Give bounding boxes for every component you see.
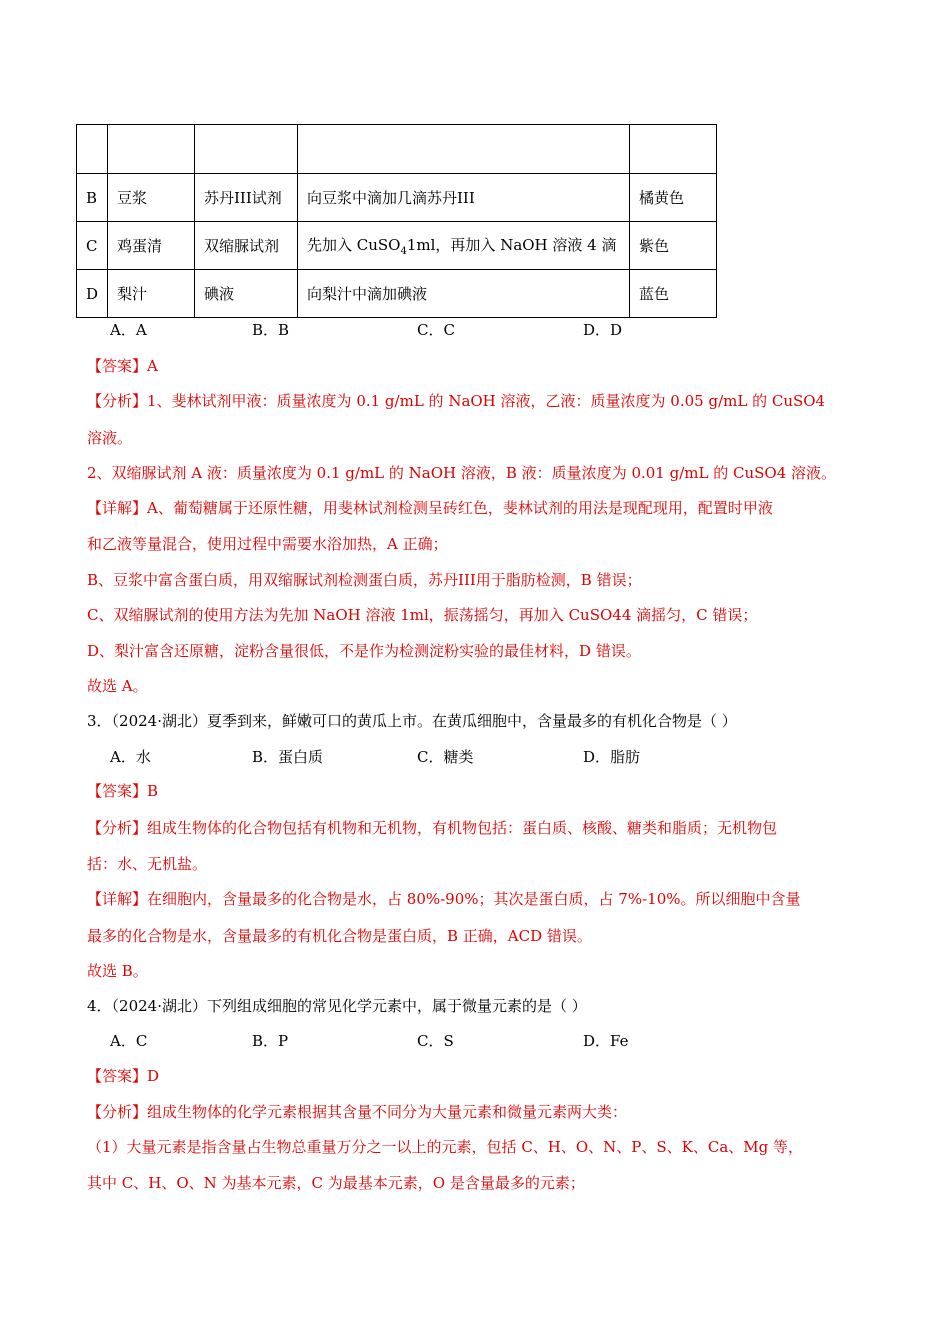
table-cell [298,125,630,174]
table-row [77,125,717,174]
table-cell: 碘液 [195,270,298,318]
option-a: A．C [110,1032,148,1050]
option-d: D．脂肪 [583,748,641,766]
q4-stem: 4．（2024·湖北）下列组成细胞的常见化学元素中，属于微量元素的是（ ） [87,997,587,1015]
option-b: B．B [252,321,290,339]
option-a: A．A [110,321,147,339]
q2-answer: 【答案】A [87,357,158,375]
table-cell: 双缩脲试剂 [195,222,298,270]
table-cell-method [298,222,630,270]
q2-detail-line: 和乙液等量混合，使用过程中需要水浴加热，A 正确； [87,535,448,553]
table-cell: 豆浆 [108,174,195,222]
q3-stem: 3．（2024·湖北）夏季到来，鲜嫩可口的黄瓜上市。在黄瓜细胞中，含量最多的有机化合物是（ ） [87,712,737,730]
option-b: B．P [252,1032,289,1050]
table-cell: 梨汁 [108,270,195,318]
table-cell [108,125,195,174]
q2-detail-line: D、梨汁富含还原糖，淀粉含量很低，不是作为检测淀粉实验的最佳材料，D 错误。 [87,642,641,660]
experiment-table [76,124,717,318]
table-cell: 鸡蛋清 [108,222,195,270]
q4-analysis-line: 其中 C、H、O、N 为基本元素，C 为最基本元素，O 是含量最多的元素； [87,1174,585,1192]
q4-analysis-line: 【分析】组成生物体的化学元素根据其含量不同分为大量元素和微量元素两大类： [87,1103,628,1121]
q3-detail-line: 最多的化合物是水，含量最多的有机化合物是蛋白质，B 正确，ACD 错误。 [87,927,592,945]
q3-answer: 【答案】B [87,782,159,800]
table-cell: 向梨汁中滴加碘液 [298,270,630,318]
table-cell [630,125,717,174]
q2-detail-line: 【详解】A、葡萄糖属于还原性糖，用斐林试剂检测呈砖红色，斐林试剂的用法是现配现用，配置时甲液 [87,499,773,517]
q2-analysis-line: 2、双缩脲试剂 A 液：质量浓度为 0.1 g/mL 的 NaOH 溶液，B 液：质量浓度为 0.01 g/mL 的 CuSO4 溶液。 [87,464,837,482]
q2-detail-line: B、豆浆中富含蛋白质，用双缩脲试剂检测蛋白质，苏丹III用于脂肪检测，B 错误； [87,571,642,589]
option-c: C．C [417,321,455,339]
table-cell [195,125,298,174]
q4-options [110,1030,870,1052]
table-cell: 向豆浆中滴加几滴苏丹III [298,174,630,222]
option-d: D．Fe [583,1032,629,1050]
q4-answer: 【答案】D [87,1067,160,1085]
table-cell [77,125,108,174]
method-text-subscript: 4 [400,246,407,257]
q3-conclusion: 故选 B。 [87,962,148,980]
table-cell: 蓝色 [630,270,717,318]
q3-options [110,746,870,768]
q3-analysis-line: 括：水、无机盐。 [87,855,208,873]
option-a: A．水 [110,748,151,766]
method-text-post: 1ml，再加入 NaOH 溶液 4 滴 [406,236,617,254]
table-row [77,174,717,222]
option-c: C．S [417,1032,454,1050]
table-cell: D [77,270,108,318]
q2-analysis-line: 【分析】1、斐林试剂甲液：质量浓度为 0.1 g/mL 的 NaOH 溶液，乙液：质量浓度为 0.05 g/mL 的 CuSO4 [87,392,826,410]
table-cell: 橘黄色 [630,174,717,222]
q4-analysis-line: （1）大量元素是指含量占生物总重量万分之一以上的元素，包括 C、H、O、N、P、S、K、Ca、Mg 等， [87,1138,804,1156]
option-d: D．D [583,321,623,339]
option-b: B．蛋白质 [252,748,324,766]
table-cell: C [77,222,108,270]
table-cell: 苏丹III试剂 [195,174,298,222]
table-cell: 紫色 [630,222,717,270]
q3-detail-line: 【详解】在细胞内，含量最多的化合物是水，占 80%-90%；其次是蛋白质，占 7%-10%。所以细胞中含量 [87,890,801,908]
table-cell: B [77,174,108,222]
method-text-pre: 先加入 CuSO [307,236,401,254]
option-c: C．糖类 [417,748,474,766]
q2-options [110,319,870,341]
q3-analysis-line: 【分析】组成生物体的化合物包括有机物和无机物，有机物包括：蛋白质、核酸、糖类和脂质；无机物包 [87,819,778,837]
table-row [77,270,717,318]
q2-detail-line: C、双缩脲试剂的使用方法为先加 NaOH 溶液 1ml，振荡摇匀，再加入 CuSO44 滴摇匀，C 错误； [87,606,758,624]
table-row [77,222,717,270]
q2-conclusion: 故选 A。 [87,677,148,695]
q2-analysis-line: 溶液。 [87,429,133,447]
